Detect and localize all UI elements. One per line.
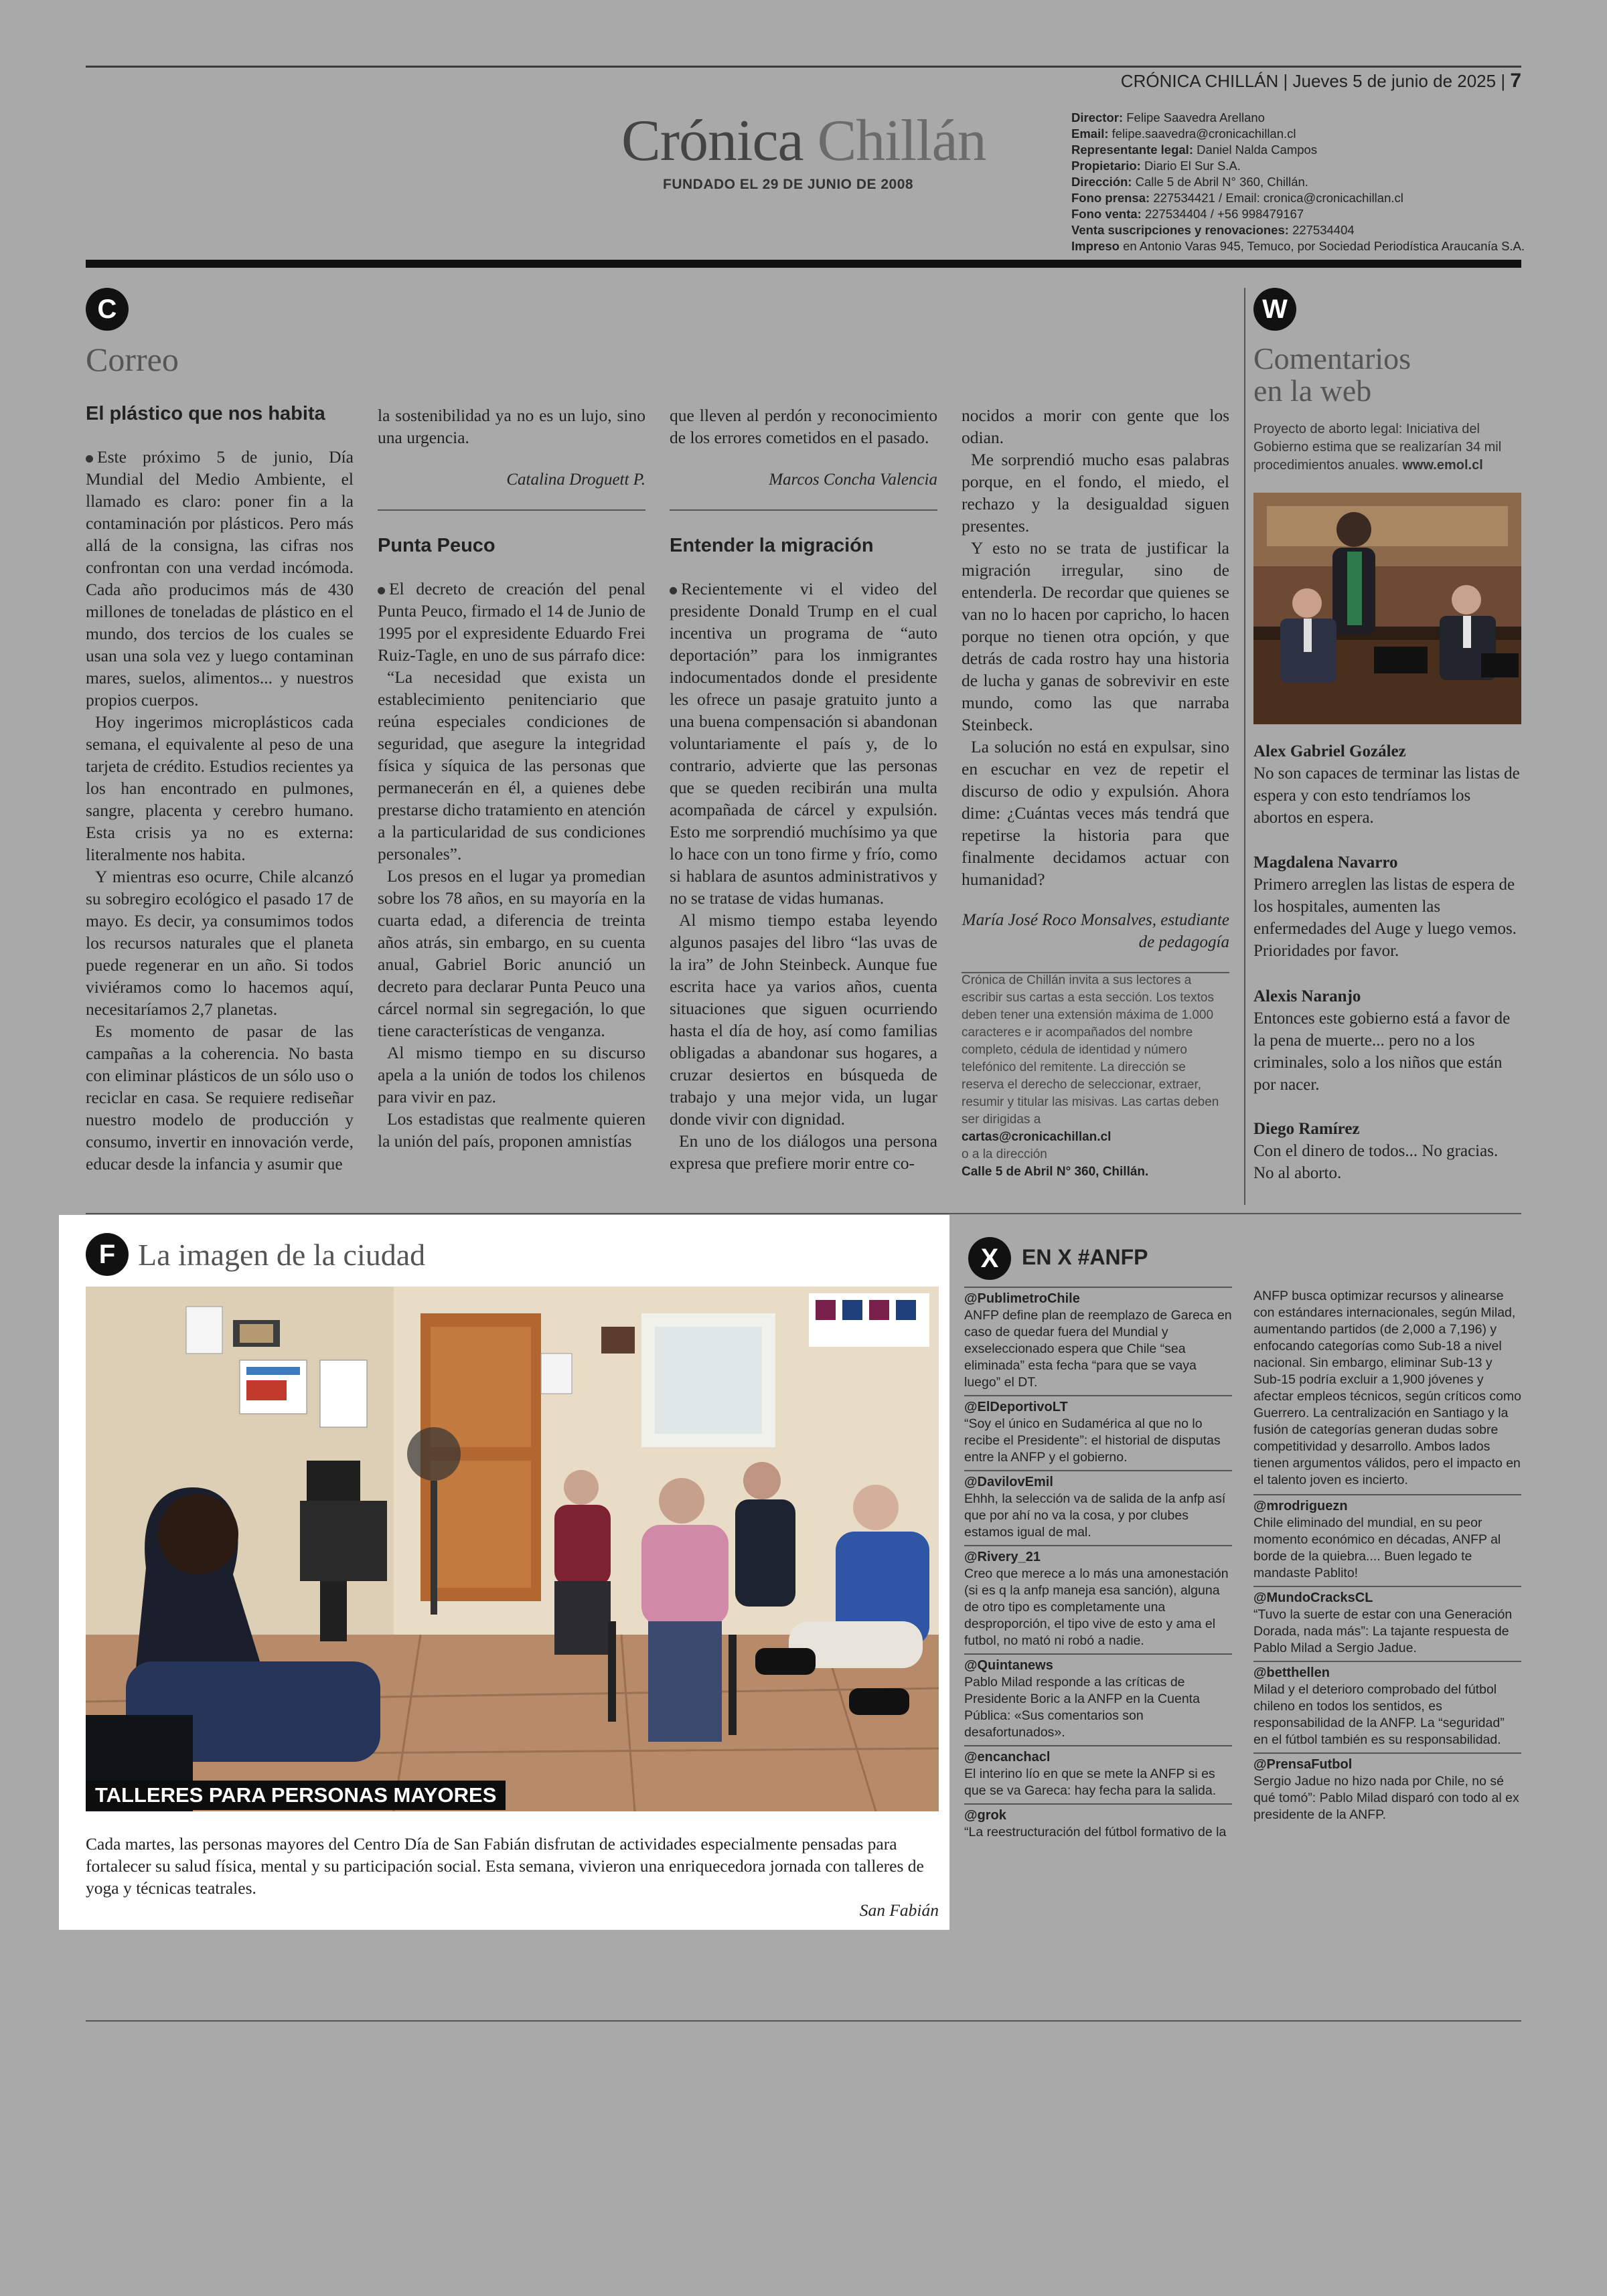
x-handle[interactable]: @PrensaFutbol — [1253, 1757, 1353, 1772]
x-feed-col2 — [1253, 1288, 1521, 1827]
x-post: @PrensaFutbol Sergio Jadue no hizo nada por Chile, no sé qué tomó”: Pablo Milad disparó con todo al ex presidente de la ANFP. — [1253, 1752, 1521, 1827]
x-post: @betthellen Milad y el deterioro comprobado del fútbol chileno en todos los sentidos, es responsabilidad de la ANFP. La “seguridad” en el fútbol también es su responsabilidad. — [1253, 1661, 1521, 1752]
x-handle[interactable]: @betthellen — [1253, 1665, 1330, 1680]
staff-row: Dirección: Calle 5 de Abril N° 360, Chillán. — [1071, 175, 1308, 189]
letter-headline: Punta Peuco — [378, 535, 495, 556]
column-divider — [1244, 288, 1245, 1205]
correo-title: Correo — [86, 341, 179, 378]
staff-row: Propietario: Diario El Sur S.A. — [1071, 159, 1241, 173]
x-post: @MundoCracksCL “Tuvo la suerte de estar con una Generación Dorada, nada más”: La tajante respuesta de Pablo Milad a Sergio Jadue. — [1253, 1586, 1521, 1661]
issue-date: Jueves 5 de junio de 2025 — [1292, 71, 1497, 91]
section-divider — [86, 1213, 1521, 1214]
bullet-icon — [670, 587, 677, 594]
x-post-continued: ANFP busca optimizar recursos y alinearse con estándares internacionales, según Milad, aumentando partidos (de 2,000 a 7,196) y enfocando categorías como Sub-18 a nivel nacional. Sin embargo, eliminar Sub-13 y Sub-15 podría excluir a 1,900 jóvenes y afectar empleos técnicos, según críticos como Guerrero. La centralización en Santiago y la fusión de categorías generan dudas sobre competitividad y desarrollo. Ambos lados tienen argumentos válidos, pero el impacto en el talento joven es incierto. — [1253, 1289, 1521, 1487]
staff-row: Fono venta: 227534404 / +56 998479167 — [1071, 207, 1304, 221]
x-handle[interactable]: @mrodriguezn — [1253, 1499, 1348, 1513]
photo-tag: TALLERES PARA PERSONAS MAYORES — [86, 1781, 506, 1810]
letter-headline: El plástico que nos habita — [86, 403, 325, 424]
x-post: @mrodriguezn Chile eliminado del mundial, en su peor momento económico en décadas, ANFP al borde de la quiebra.... Buen legado te mandaste Pablito! — [1253, 1494, 1521, 1586]
x-handle[interactable]: @DavilovEmil — [964, 1475, 1053, 1489]
letters-address: Calle 5 de Abril N° 360, Chillán. — [962, 1165, 1149, 1179]
letter-author: María José Roco Monsalves, estudiante de pedagogía — [962, 911, 1229, 951]
city-image-title: La imagen de la ciudad — [138, 1238, 426, 1272]
paper-name: CRÓNICA CHILLÁN — [1120, 71, 1279, 91]
staff-row: Venta suscripciones y renovaciones: 227534404 — [1071, 223, 1355, 237]
staff-row: Impreso en Antonio Varas 945, Temuco, por Sociedad Periodística Araucanía S.A. — [1071, 239, 1525, 253]
x-handle[interactable]: @grok — [964, 1808, 1006, 1823]
x-feed-title: EN X #ANFP — [1022, 1245, 1148, 1269]
page-meta: CRÓNICA CHILLÁN | Jueves 5 de junio de 2025 | 7 — [1120, 70, 1521, 92]
comment-author: Magdalena Navarro — [1253, 853, 1398, 872]
x-handle[interactable]: @encanchacl — [964, 1750, 1051, 1765]
comment-author: Diego Ramírez — [1253, 1120, 1360, 1138]
letter-author: Marcos Concha Valencia — [769, 471, 937, 489]
letters-col2: la sostenibilidad ya no es un lujo, sino una urgencia. Catalina Droguett P. Punta Peuco El decreto de creación del penal Punta Peuco, firmado el 14 de Junio de 1995 por el expresidente Eduardo Frei Ruiz-Tagle, en uno de sus párrafo dice: “La necesidad que exista un establecimiento penitenciario que reúna especiales condiciones de seguridad, que asegure la integridad física y síquica de las personas que permanecerán en él, a quienes debe prestarse dicho tratamiento en atención a la particularidad de sus condiciones personales”. Los presos en el lugar ya promedian sobre los 78 años, en su mayoría en la cuarta edad, a diferencia de treinta años atrás, sin embargo, en su cuenta anual, Gabriel Boric anunció un decreto para declarar Punta Peuco una cárcel normal sin segregación, lo que tiene características de venganza. Al mismo tiempo en su discurso apela a la unión de todos los chilenos para vivir en paz. Los estadistas que realmente quieren la unión del país, proponen amnistías — [378, 406, 645, 1151]
x-handle[interactable]: @MundoCracksCL — [1253, 1590, 1373, 1605]
city-image-badge: F — [86, 1233, 129, 1276]
city-photo — [86, 1287, 939, 1811]
comment-author: Alexis Naranjo — [1253, 987, 1361, 1005]
city-photo-image — [86, 1287, 939, 1811]
letters-email[interactable]: cartas@cronicachillan.cl — [962, 1130, 1112, 1144]
x-post: @grok “La reestructuración del fútbol formativo de la — [964, 1803, 1232, 1845]
web-photo — [1253, 493, 1521, 724]
x-post: @ElDeportivoLT “Soy el único en Sudamérica al que no lo recibe el Presidente”: el historial de disputas entre la ANFP y el gobierno. — [964, 1395, 1232, 1470]
bottom-rule — [86, 2020, 1521, 2022]
letters-col4: nocidos a morir con gente que los odian. Me sorprendió mucho esas palabras porque, en el fondo, el miedo, el rechazo y la desigualdad siguen presentes. Y esto no se trata de justificar la migración irregular, sino de entenderla. De recordar que quienes se van no lo hacen por capricho, lo hacen porque no tienen otra opción, y que detrás de cada rostro hay una historia de lucha y ganas de sobrevivir en este mundo, como las que narraba Steinbeck. La solución no está en expulsar, sino en escuchar en vez de repetir el discurso de odio y expulsión. Ahora dime: ¿Cuántas veces más tendrá que repetirse la historia para que finalmente decidamos actuar con humanidad? María José Roco Monsalves, estudiante de pedagogía — [962, 404, 1229, 996]
x-handle[interactable]: @Quintanews — [964, 1658, 1053, 1673]
staff-box — [1071, 110, 1540, 254]
letter-plastico-col1: El plástico que nos habita Este próximo 5 de junio, Día Mundial del Medio Ambiente, el llamado es claro: poner fin a la contaminación por plásticos. Pero más allá de la consigna, las cifras nos confrontan con una verdad incómoda. Cada año producimos más de 430 millones de toneladas de plástico en el mundo, dos tercios de los cuales se usan una sola vez y luego contaminan mares, suelos, alimentos... y nuestros propios cuerpos. Hoy ingerimos microplásticos cada semana, el equivalente al peso de una tarjeta de crédito. Estudios recientes ya los han encontrado en pulmones, sangre, placenta y cerebro humano. Esta crisis ya no es externa: literalmente nos habita. Y mientras eso ocurre, Chile alcanzó su sobregiro ecológico el pasado 17 de mayo. Es decir, ya consumimos todos los recursos naturales que el planeta puede regenerar en un año. Si todos viviéramos como lo hacemos aquí, necesitaríamos 2,7 planetas. Es momento de pasar de las campañas a la coherencia. No basta con eliminar plásticos de un sólo uso o reciclar en casa. Se requiere rediseñar nuestro modelo de producción y consumo, invertir en innovación verde, educar desde la infancia y asumir que — [86, 403, 354, 1173]
letter-headline: Entender la migración — [670, 535, 874, 556]
x-handle[interactable]: @PublimetroChile — [964, 1291, 1080, 1306]
staff-row: Email: felipe.saavedra@cronicachillan.cl — [1071, 127, 1296, 141]
web-photo-image — [1253, 493, 1521, 724]
web-comment: Diego Ramírez Con el dinero de todos... No gracias. No al aborto. — [1253, 1118, 1521, 1184]
letter-author: Catalina Droguett P. — [506, 471, 645, 489]
divider — [378, 509, 645, 511]
divider — [670, 509, 937, 511]
staff-row: Director: Felipe Saavedra Arellano — [1071, 110, 1265, 125]
correo-badge: C — [86, 288, 129, 331]
x-post: @encanchacl El interino lío en que se mete la ANFP si es que se va Gareca: hay fecha para la salida. — [964, 1745, 1232, 1803]
web-badge: W — [1253, 288, 1296, 331]
founded-line: FUNDADO EL 29 DE JUNIO DE 2008 — [663, 177, 914, 192]
web-intro: Proyecto de aborto legal: Iniciativa del Gobierno estima que se realizarían 34 mil procedimientos anuales. www.emol.cl — [1253, 422, 1502, 473]
x-handle[interactable]: @ElDeportivoLT — [964, 1400, 1068, 1414]
letters-invite: Crónica de Chillán invita a sus lectores a escribir sus cartas a esta sección. Los textos deben tener una extensión máxima de 1.000 caracteres e ir acompañados del nombre completo, cédula de identidad y número telefónico del remitente. La dirección se reserva el derecho de seleccionar, extraer, resumir y titular las misivas. Las cartas deben ser dirigidas a cartas@cronicachillan.cl o a la dirección Calle 5 de Abril N° 360, Chillán. — [962, 972, 1229, 1181]
photo-location: San Fabián — [859, 1900, 939, 1920]
comment-author: Alex Gabriel Gozález — [1253, 742, 1406, 760]
masthead-thick-rule — [86, 260, 1521, 268]
web-comment: Alexis Naranjo Entonces este gobierno está a favor de la pena de muerte... pero no a los criminales, solo a los niños que están por nacer. — [1253, 985, 1521, 1096]
letters-col3: que lleven al perdón y reconocimiento de los errores cometidos en el pasado. Marcos Concha Valencia Entender la migración Recientemente vi el video del presidente Donald Trump en el cual incentiva un programa de “auto deportación” para los inmigrantes indocumentados donde el presidente les ofrece un pasaje gratuito junto a una buena compensación si abandonan voluntariamente el país y, de lo contrario, advierte que las personas que se queden recibirán una multa acompañada de cárcel y expulsión. Esto me sorprendió muchísimo ya que lo hace con un tono firme y frío, como si hablara de asuntos administrativos y no se tratase de vidas humanas. Al mismo tiempo estaba leyendo algunos pasajes del libro “las uvas de la ira” de John Steinbeck. Aunque fue escrita hace ya varios años, cuenta situaciones que siguen ocurriendo hasta el día de hoy, así como familias obligadas a abandonar sus hogares, a cruzar desiertos en búsqueda de trabajo y una mejor vida, un lugar donde vivir con dignidad. En uno de los diálogos una persona expresa que prefiere morir entre co- — [670, 406, 937, 1173]
x-post: @PublimetroChile ANFP define plan de reemplazo de Gareca en caso de quedar fuera del Mundial y exseleccionado espera que Chile “sea eliminada” esta fecha “para que se vaya luego” el DT. — [964, 1287, 1232, 1395]
web-comment: Alex Gabriel Gozález No son capaces de terminar las listas de espera y con esto tendríamos los abortos en espera. — [1253, 740, 1521, 829]
web-source-link[interactable]: www.emol.cl — [1402, 458, 1483, 473]
page-number: 7 — [1510, 70, 1521, 92]
bullet-icon — [378, 587, 385, 594]
x-feed-col1 — [964, 1287, 1232, 1845]
x-post: @DavilovEmil Ehhh, la selección va de salida de la anfp así que por ahí no va la cosa, y por clubes estamos igual de mal. — [964, 1470, 1232, 1545]
bullet-icon — [86, 455, 93, 463]
x-post: @Quintanews Pablo Milad responde a las críticas de Presidente Boric a la ANFP en la Cuenta Pública: «Sus comentarios son desafortunados». — [964, 1653, 1232, 1745]
staff-row: Representante legal: Daniel Nalda Campos — [1071, 143, 1318, 157]
photo-caption: Cada martes, las personas mayores del Centro Día de San Fabián disfrutan de actividades especialmente pensadas para fortalecer su salud física, mental y su participación social. Esta semana, vivieron una enriquecedora jornada con talleres de yoga y técnicas teatrales. San Fabián — [86, 1834, 939, 1920]
masthead-logo: Crónica Chillán — [621, 108, 986, 173]
web-title: Comentarios en la web — [1253, 341, 1411, 408]
top-rule — [86, 66, 1521, 68]
x-post: @Rivery_21 Creo que merece a lo más una amonestación (si es q la anfp maneja esa sanción), alguna de otro tipo es completamente una desproporción, el tipo vive de esto y ama el futbol, no mató ni robó a nadie. — [964, 1545, 1232, 1653]
staff-row: Fono prensa: 227534421 / Email: cronica@cronicachillan.cl — [1071, 191, 1403, 205]
x-badge: X — [968, 1237, 1011, 1280]
web-comment: Magdalena Navarro Primero arreglen las listas de espera de los hospitales, aumenten las enfermedades del Auge y luego vemos. Prioridades por favor. — [1253, 851, 1521, 962]
x-handle[interactable]: @Rivery_21 — [964, 1550, 1041, 1564]
